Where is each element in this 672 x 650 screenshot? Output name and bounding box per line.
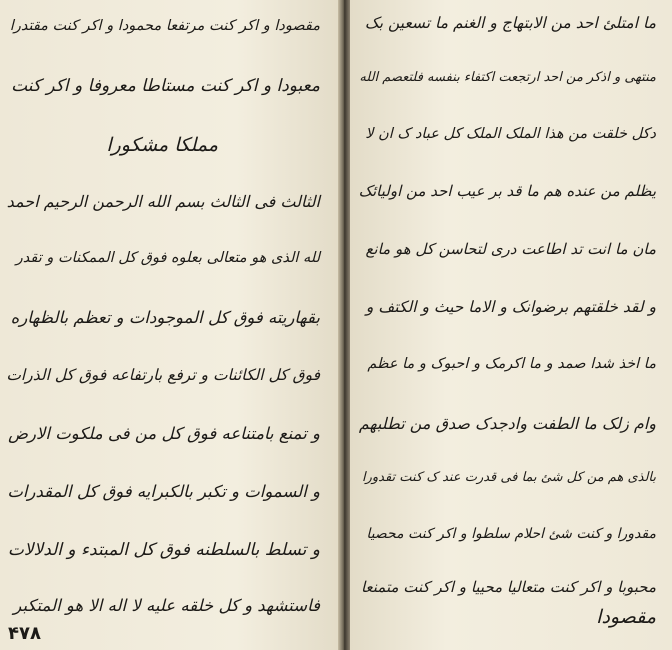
- left-line-11: فاستشهد و کل خلقه علیه لا اله الا هو المتکبر: [13, 596, 320, 615]
- right-line-11: محبوبا و اکر کنت متعالیا محییا و اکر کنت متمنعا: [360, 578, 656, 596]
- right-line-9: بالذی هم من کل شئ بما فی قدرت عند ک کنت تقدورا: [361, 470, 656, 485]
- right-line-12: مقصودا: [596, 606, 656, 628]
- right-line-2: منتهی و اذکر من احد ارتجعت اکتفاء بنفسه فلتعصم الله: [359, 70, 656, 85]
- left-line-10: و تسلط بالسلطنه فوق کل المبتدء و الدلالات: [7, 540, 320, 560]
- right-line-3: دکل خلقت من هذا الملک الملک کل عباد ک ان لا: [365, 126, 656, 142]
- page-number: ۴۷۸: [8, 623, 41, 644]
- right-page: [350, 0, 672, 650]
- left-line-8: و تمنع بامتناعه فوق کل من فی ملکوت الارض: [8, 424, 320, 443]
- right-line-4: یظلم من عنده هم ما قد بر عیب احد من اولیائک: [358, 182, 656, 200]
- right-line-6: و لقد خلقتهم برضوانک و الاما حیث و الکتف و: [365, 298, 656, 316]
- left-line-6: بقهاریته فوق کل الموجودات و تعظم بالظهاره: [10, 308, 320, 327]
- right-line-7: ما اخذ شدا صمد و ما اکرمک و احبوک و ما عظم: [367, 356, 656, 372]
- left-line-9: و السموات و تکبر بالکبرایه فوق کل المقدرات: [7, 482, 320, 501]
- book-gutter: [338, 0, 350, 650]
- right-line-5: مان ما انت تد اطاعت دری لتحاسن کل هو مانع: [365, 240, 656, 258]
- left-line-1: مقصودا و اکر کنت مرتفعا محمودا و اکر کنت مقتدرا: [9, 18, 320, 34]
- left-line-4: الثالث فی الثالث بسم الله الرحمن الرحیم احمد: [6, 192, 320, 211]
- left-line-2: معبودا و اکر کنت مستاطا معروفا و اکر کنت: [11, 76, 320, 96]
- right-line-10: مقدورا و کنت شئ احلام سلطوا و اکر کنت محصیا: [366, 526, 656, 542]
- right-line-8: وام زلک ما الطفت وادجدک صدق من تطلبهم: [358, 414, 656, 433]
- left-line-7: فوق کل الکائنات و ترفع بارتفاعه فوق کل الذرات: [6, 366, 320, 384]
- left-line-3: مملکا مشکورا: [106, 134, 218, 156]
- left-line-5: لله الذی هو متعالی بعلوه فوق کل الممکنات و تقدر: [15, 250, 320, 266]
- right-line-1: ما امتلئ احد من الابتهاج و الغنم ما تسعین بک: [364, 14, 656, 32]
